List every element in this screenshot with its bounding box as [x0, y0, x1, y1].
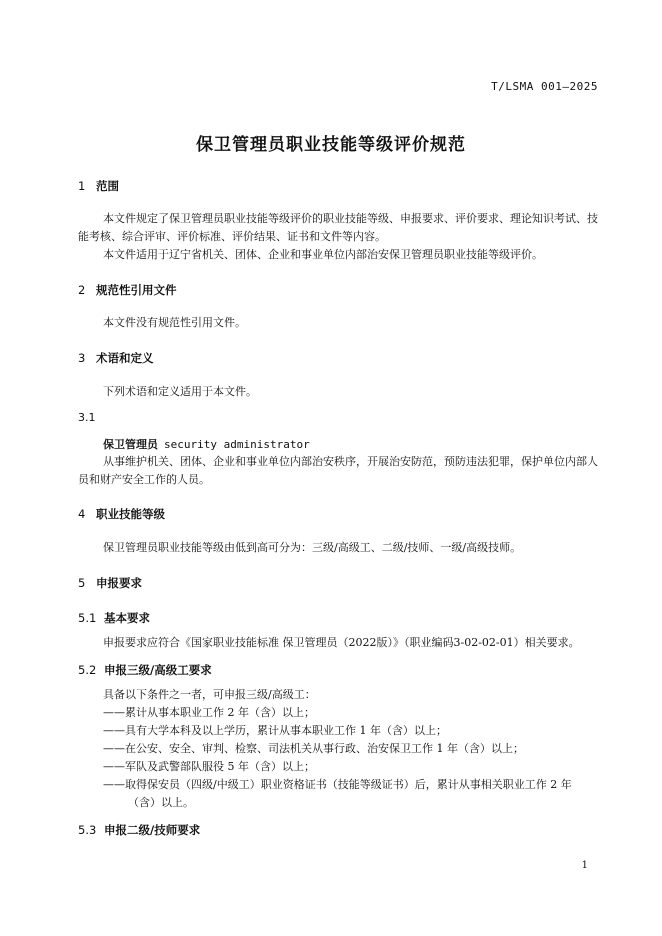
- subsection-5-2-heading: [78, 662, 212, 678]
- section-5-title: 申报要求: [96, 576, 142, 590]
- term-definition: 从事维护机关、团体、企业和事业单位内部治安秩序，开展治安防范，预防违法犯罪，保护单位内部人员和财产安全工作的人员。: [78, 455, 598, 486]
- section-3-number: 3: [78, 351, 86, 365]
- section-5-number: 5: [78, 576, 86, 590]
- list-item: ——取得保安员（四级/中级工）职业资格证书（技能等级证书）后，累计从事相关职业工作 2 年: [103, 778, 572, 791]
- term-english: security administrator: [164, 438, 310, 451]
- section-1-heading: [78, 178, 119, 194]
- subsection-5-1-heading: [78, 610, 150, 626]
- section-2-title: 规范性引用文件: [96, 283, 177, 297]
- list-item: ——在公安、安全、审判、检察、司法机关从事行政、治安保卫工作 1 年（含）以上；: [103, 742, 524, 755]
- section-3-title: 术语和定义: [96, 351, 154, 365]
- section-4-number: 4: [78, 507, 86, 521]
- section-2-paragraph-1: 本文件没有规范性引用文件。: [103, 316, 246, 329]
- subsection-5-3-title: 申报二级/技师要求: [104, 823, 201, 837]
- subsection-5-2-number: 5.2: [78, 663, 97, 677]
- list-item: ——累计从事本职业工作 2 年（含）以上；: [103, 706, 315, 719]
- section-4-title: 职业技能等级: [96, 507, 165, 521]
- subsection-5-3-number: 5.3: [78, 823, 97, 837]
- section-2-number: 2: [78, 283, 86, 297]
- section-1-paragraph-2: 本文件适用于辽宁省机关、团体、企业和事业单位内部治安保卫管理员职业技能等级评价。: [103, 248, 543, 261]
- list-item: ——军队及武警部队服役 5 年（含）以上；: [103, 760, 315, 773]
- section-5-heading: [78, 575, 142, 591]
- list-item-continuation: （含）以上。: [128, 796, 194, 809]
- list-item: ——具有大学本科及以上学历，累计从事本职业工作 1 年（含）以上；: [103, 724, 447, 737]
- document-code: T/LSMA 001—2025: [491, 80, 598, 93]
- subsection-3-1-number: 3.1: [78, 411, 96, 424]
- section-3-paragraph-1: 下列术语和定义适用于本文件。: [103, 385, 257, 398]
- subsection-5-2-intro: 具备以下条件之一者，可申报三级/高级工：: [103, 688, 316, 701]
- section-2-heading: [78, 282, 177, 298]
- subsection-5-3-heading: [78, 822, 200, 838]
- term-chinese: 保卫管理员: [103, 438, 158, 451]
- document-title: 保卫管理员职业技能等级评价规范: [196, 135, 466, 155]
- page-number: 1: [581, 860, 588, 871]
- section-1-number: 1: [78, 179, 86, 193]
- subsection-5-1-number: 5.1: [78, 611, 97, 625]
- section-1-title: 范围: [96, 179, 119, 193]
- section-1-paragraph-1: 本文件规定了保卫管理员职业技能等级评价的职业技能等级、申报要求、评价要求、理论知识考试、技能考核、综合评审、评价标准、评价结果、证书和文件等内容。: [78, 212, 598, 243]
- subsection-5-2-title: 申报三级/高级工要求: [104, 663, 212, 677]
- section-4-paragraph-1: 保卫管理员职业技能等级由低到高可分为：三级/高级工、二级/技师、一级/高级技师。: [103, 541, 522, 554]
- section-4-heading: [78, 506, 165, 522]
- term-entry: [103, 436, 310, 452]
- section-3-heading: [78, 350, 154, 366]
- subsection-5-1-title: 基本要求: [104, 611, 150, 625]
- subsection-5-1-paragraph: 申报要求应符合《国家职业技能标准 保卫管理员（2022版）》（职业编码3-02-02-01）相关要求。: [103, 636, 580, 649]
